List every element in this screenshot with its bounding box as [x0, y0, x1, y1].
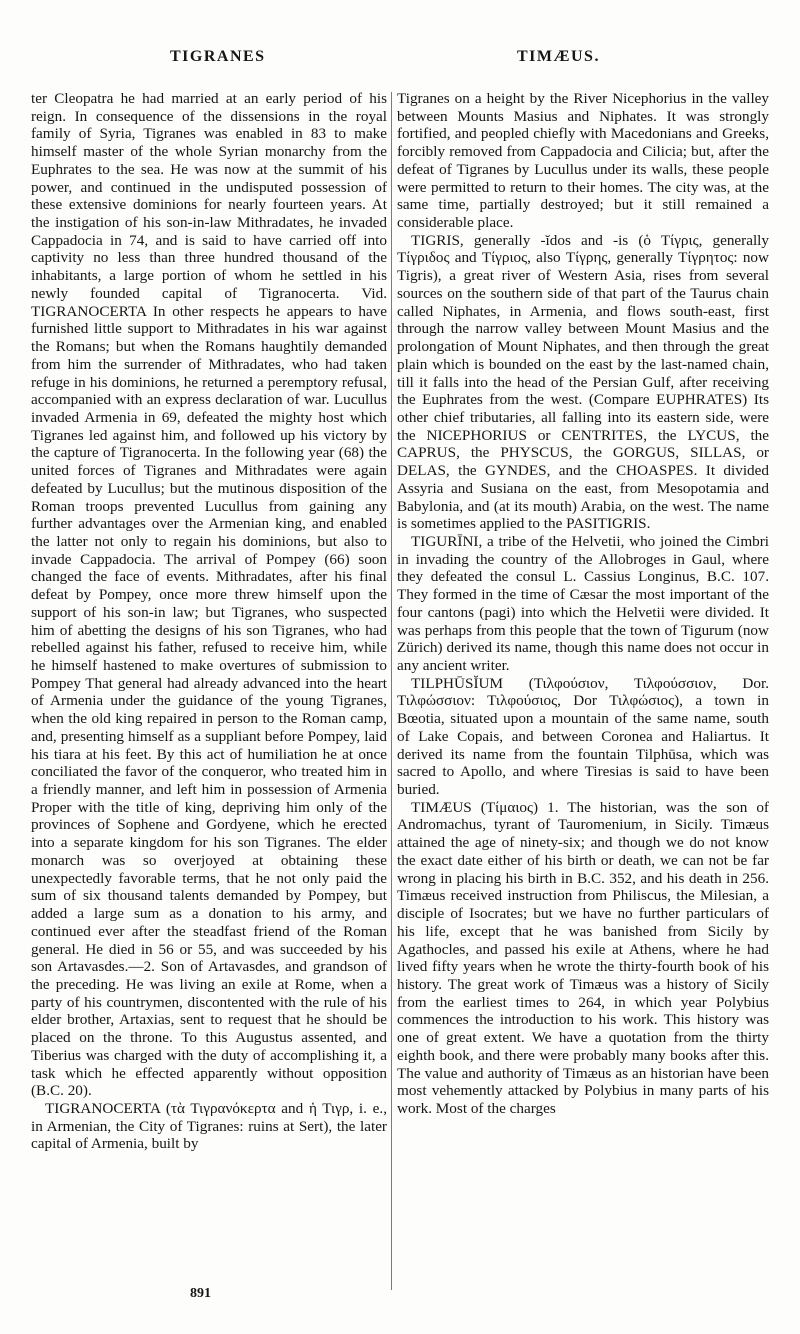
- page-number: 891: [190, 1286, 211, 1301]
- entry-tigurini: TIGURĪNI, a tribe of the Helvetii, who joined the Cimbri in invading the country of the Allobroges in Gaul, where they defeated the consul L. Cassius Longinus, B.C. 107. They formed in the time of Cæsar the most important of the four cantons (pagi) into which the Helvetii were divided. It was perhaps from this people that the town of Tigurum (now Zürich) derived its name, though this name does not occur in any ancient writer.: [397, 532, 769, 674]
- entry-tigranocerta: TIGRANOCERTA (τὰ Τιγρανόκερτα and ἡ Τιγρ, i. e., in Armenian, the City of Tigranes: ruins at Sert), the later capital of Armenia, built by: [31, 1099, 387, 1153]
- left-column: [31, 90, 387, 1290]
- entry-tilphusium: TILPHŪSĬUM (Τιλφούσιον, Τιλφούσσιον, Dor. Τιλφώσσιον: Τιλφούσιος, Dor Τιλφώσιος), a town in Bœotia, situated upon a mountain of the same name, south of Lake Copais, and between Coronea and Haliartus. It derived its name from the fountain Tilphūsa, which was sacred to Apollo, and where Tiresias is said to have been buried.: [397, 674, 769, 799]
- page-header: [0, 48, 800, 70]
- running-head-left: TIGRANES: [170, 48, 266, 65]
- entry-timaeus: TIMÆUS (Τίμαιος) 1. The historian, was the son of Andromachus, tyrant of Tauromenium, in Sicily. Timæus attained the age of ninety-six; and though we do not know the exact date either of his birth or death, we can not be far wrong in placing his birth in B.C. 352, and his death in 256. Timæus received instruction from Philiscus, the Milesian, a disciple of Isocrates; but we have no further particulars of his life, except that he was banished from Sicily by Agathocles, and passed his exile at Athens, where he had lived fifty years when he wrote the thirty-fourth book of his history. The great work of Timæus was a history of Sicily from the earliest times to 264, in which year Polybius commences the introduction to his work. This history was one of great extent. We have a quotation from the thirty eighth book, and there were probably many books after this. The value and authority of Timæus as an historian have been most vehemently attacked by Polybius in many parts of his work. Most of the charges: [397, 798, 769, 1117]
- running-head-right: TIMÆUS.: [517, 48, 600, 65]
- column-divider: [391, 92, 392, 1290]
- right-column: [397, 90, 769, 1290]
- entry-tigris: TIGRIS, generally -ĭdos and -is (ὁ Τίγρις, generally Τίγριδος and Τίγριος, also Τίγρης, generally Τίγρητος: now Tigris), a great river of Western Asia, rises from several sources on the southern side of that part of the Taurus chain called Niphates, in Armenia, and flows south-east, first through the narrow valley between Mount Masius and the prolongation of Mount Niphates, and then through the great plain which is bounded on the east by the last-named chain, till it falls into the head of the Persian Gulf, after receiving the Euphrates from the west. (Compare EUPHRATES) Its other chief tributaries, all falling into its eastern side, were the NICEPHORIUS or CENTRITES, the LYCUS, the CAPRUS, the PHYSCUS, the GORGUS, SILLAS, or DELAS, the GYNDES, and the CHOASPES. It divided Assyria and Susiana on the east, from Mesopotamia and Babylonia, and (at its mouth) Arabia, on the west. The name is sometimes applied to the PASITIGRIS.: [397, 231, 769, 533]
- entry-tigranes-continued: ter Cleopatra he had married at an early period of his reign. In consequence of the dissensions in the royal family of Syria, Tigranes was enabled in 83 to make himself master of the whole Syrian monarchy from the Euphrates to the sea. He was now at the summit of his power, and continued in the undisputed possession of these extensive dominions for nearly fourteen years. At the instigation of his son-in-law Mithradates, he invaded Cappadocia in 74, and is said to have carried off into captivity no less than three hundred thousand of the inhabitants, a large portion of whom he settled in his newly founded capital of Tigranocerta. Vid. TIGRANOCERTA In other respects he appears to have furnished little support to Mithradates in his war against the Romans; but when the Romans haughtily demanded from him the surrender of Mithradates, who had taken refuge in his dominions, he returned a peremptory refusal, accompanied with an express declaration of war. Lucullus invaded Armenia in 69, defeated the mighty host which Tigranes led against him, and followed up his victory by the capture of Tigranocerta. In the following year (68) the united forces of Tigranes and Mithradates were again defeated by Lucullus; but the mutinous disposition of the Roman troops prevented Lucullus from gaining any further advantages over the Armenian king, and enabled the latter not only to regain his dominions, but also to invade Cappadocia. The arrival of Pompey (66) soon changed the face of events. Mithradates, after his final defeat by Pompey, once more threw himself upon the support of his son-in law; but Tigranes, who suspected him of abetting the designs of his son Tigranes, who had rebelled against his father, refused to receive him, while he himself hastened to make overtures of submission to Pompey That general had already advanced into the heart of Armenia under the guidance of the young Tigranes, when the old king repaired in person to the Roman camp, and, presenting himself as a suppliant before Pompey, laid his tiara at his feet. By this act of humiliation he at once conciliated the favor of the conqueror, who treated him in a friendly manner, and left him in possession of Armenia Proper with the title of king, depriving him only of the provinces of Sophene and Gordyene, which he erected into a separate kingdom for his son Tigranes. The elder monarch was so overjoyed at obtaining these unexpectedly favorable terms, that he not only paid the sum of six thousand talents demanded by Pompey, but added a large sum as a donation to his army, and continued ever after the steadfast friend of the Roman general. He died in 56 or 55, and was succeeded by his son Artavasdes.—2. Son of Artavasdes, and grandson of the preceding. He was living an exile at Rome, when a party of his countrymen, discontented with the rule of his elder brother, Artaxias, sent to request that he should be placed on the throne. To this Augustus assented, and Tiberius was charged with the duty of accomplishing it, a task which he effected apparently without opposition (B.C. 20).: [31, 90, 387, 1100]
- entry-tigranocerta-continued: Tigranes on a height by the River Nicephorius in the valley between Mounts Masius and Niphates. It was strongly fortified, and peopled chiefly with Macedonians and Greeks, forcibly removed from Cappadocia and Cilicia; but, after the defeat of Tigranes by Lucullus under its walls, these people were permitted to return to their homes. The city was, at the same time, partially destroyed; but it still remained a considerable place.: [397, 90, 769, 232]
